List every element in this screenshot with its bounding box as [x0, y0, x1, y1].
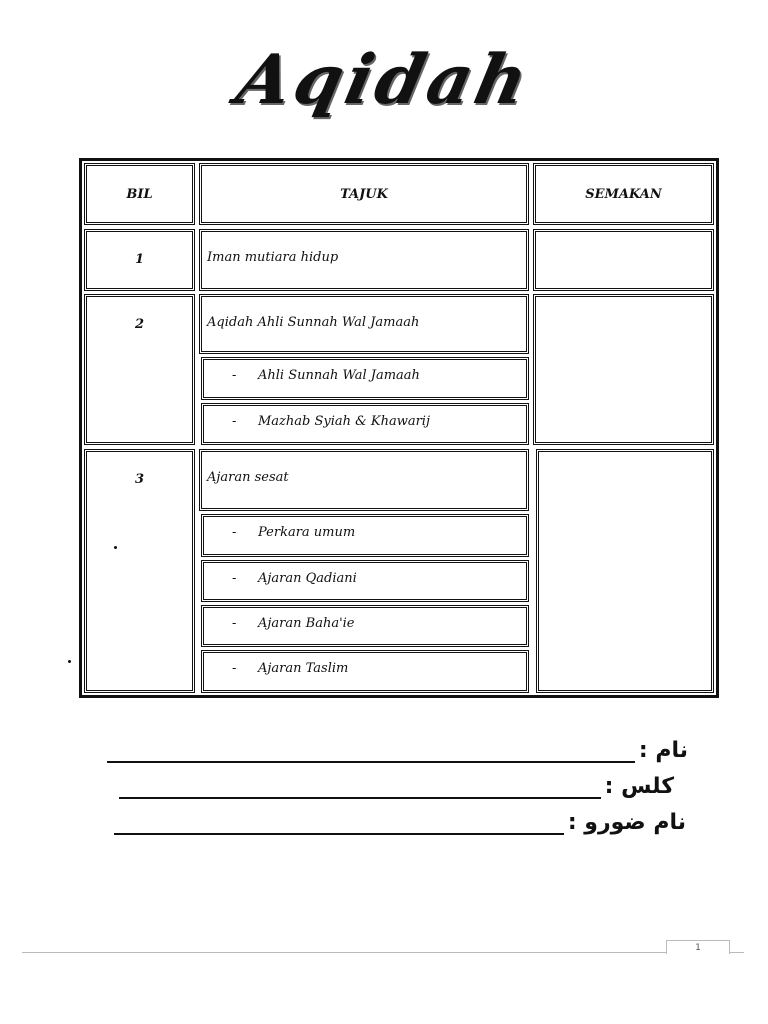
row-2-bil: 2: [84, 294, 195, 445]
sub-bullet: -: [232, 661, 237, 676]
row-2-topic: Aqidah Ahli Sunnah Wal Jamaah: [199, 294, 529, 354]
row-2-subtopic-2: [201, 403, 529, 445]
class-field: [119, 774, 674, 799]
subtopic-label: Perkara umum: [258, 525, 356, 540]
class-label: كلس :: [604, 774, 674, 799]
footer-rule: [22, 952, 744, 953]
header-semakan: SEMAKAN: [533, 163, 714, 225]
sub-bullet: -: [232, 414, 237, 429]
page-number: 1: [666, 940, 730, 954]
subtopic-label: Ajaran Qadiani: [258, 571, 357, 586]
row-3-semakan: [536, 449, 714, 693]
row-3-topic: Ajaran sesat: [199, 449, 529, 511]
name-label: نام :: [638, 738, 688, 763]
teacher-blank[interactable]: [114, 813, 564, 835]
header-bil: BIL: [84, 163, 195, 225]
row-3-subtopic-1: [201, 514, 529, 557]
row-3-subtopic-2: [201, 560, 529, 602]
row-2-subtopic-1: [201, 357, 529, 400]
sub-bullet: -: [232, 571, 237, 586]
row-1-topic: Iman mutiara hidup: [199, 229, 529, 291]
row-2-semakan: [533, 294, 714, 445]
row-1-bil: 1: [84, 229, 195, 291]
sub-bullet: -: [232, 368, 237, 383]
sub-bullet: -: [232, 616, 237, 631]
header-tajuk: TAJUK: [199, 163, 529, 225]
name-field: [107, 738, 688, 763]
stray-dot: [68, 660, 71, 663]
subtopic-label: Ahli Sunnah Wal Jamaah: [258, 368, 420, 383]
row-3-bil: 3: [84, 449, 195, 693]
teacher-field: [114, 810, 686, 835]
subtopic-label: Ajaran Taslim: [258, 661, 349, 676]
stray-dot: [114, 546, 117, 549]
class-blank[interactable]: [119, 777, 601, 799]
subtopic-label: Ajaran Baha'ie: [258, 616, 355, 631]
sub-bullet: -: [232, 525, 237, 540]
row-3-subtopic-3: [201, 605, 529, 647]
subtopic-label: Mazhab Syiah & Khawarij: [258, 414, 430, 429]
document-title: Aqidah: [229, 40, 539, 120]
teacher-label: نام ضورو :: [567, 810, 686, 835]
name-blank[interactable]: [107, 741, 635, 763]
row-1-semakan: [533, 229, 714, 291]
row-3-subtopic-4: [201, 650, 529, 693]
